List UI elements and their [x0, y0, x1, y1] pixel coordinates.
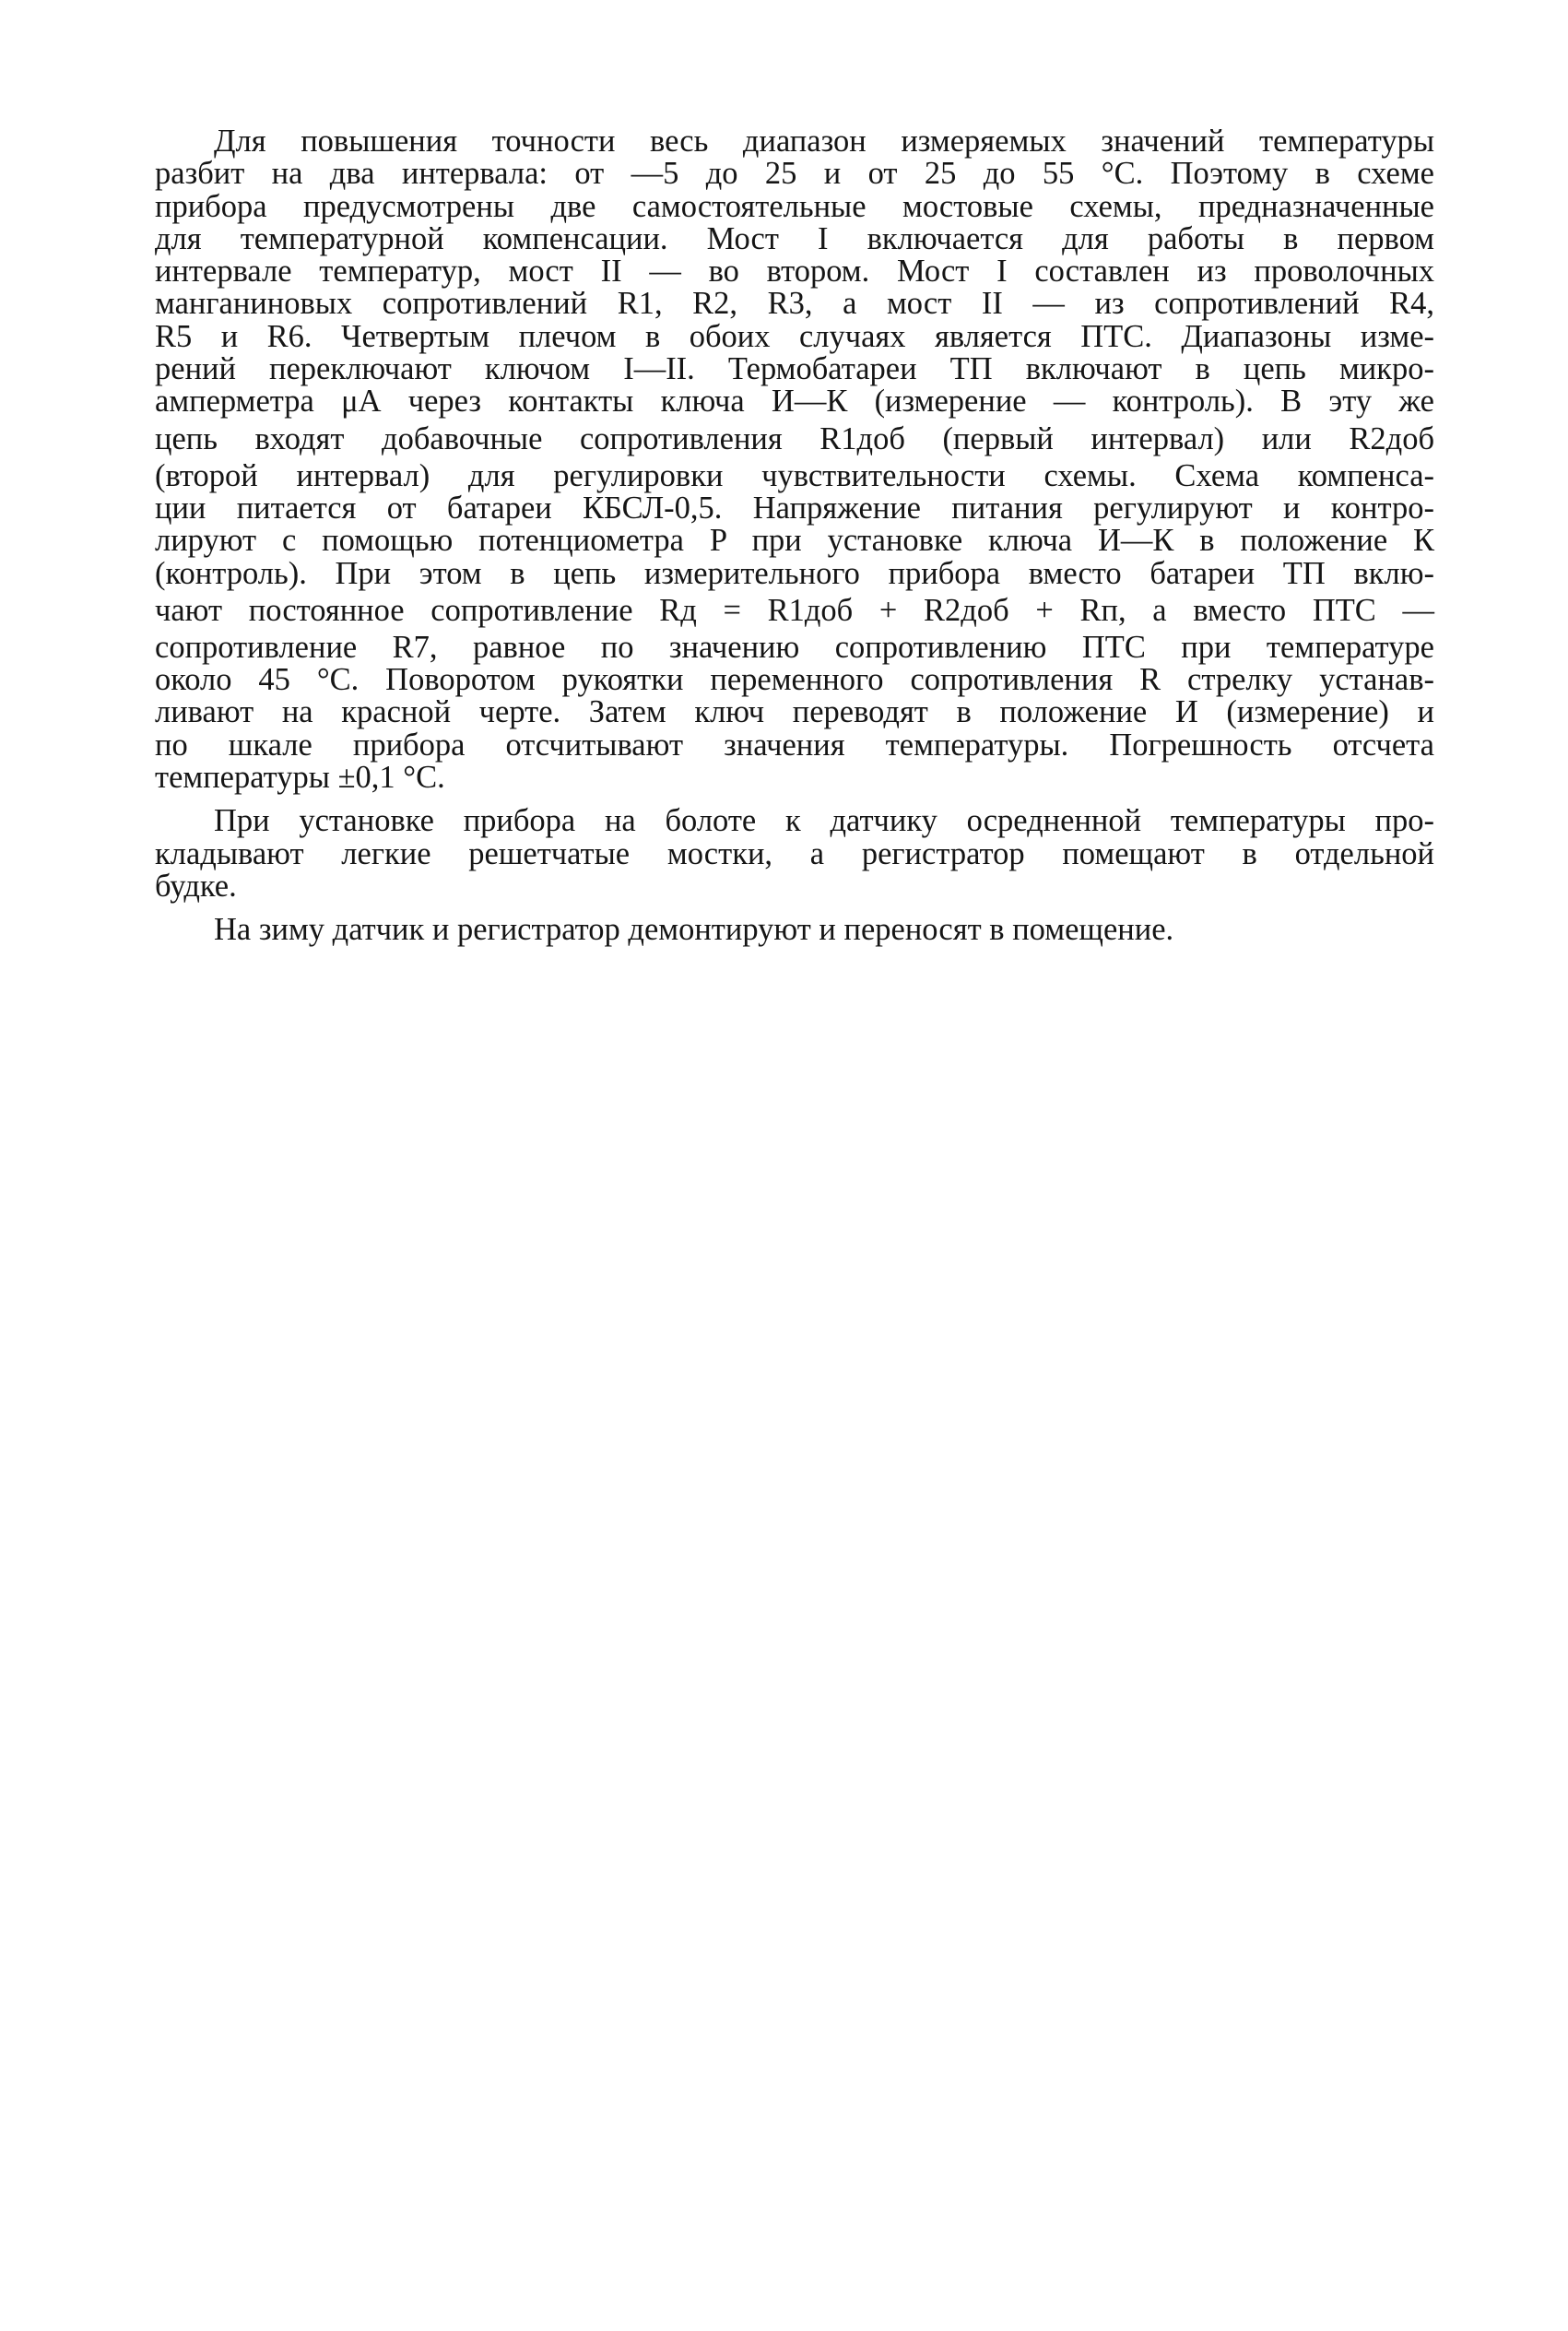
text-line: R5 и R6. Четвертым плечом в обоих случаях является ПТС. Диапазоны изме-: [155, 318, 1434, 354]
text-line: интервале температур, мост II — во втором. Мост I составлен из проволочных: [155, 254, 1434, 290]
text-line: рений переключают ключом I—II. Термобатареи ТП включают в цепь микро-: [155, 351, 1434, 387]
text-line: ливают на красной черте. Затем ключ переводят в положение И (измерение) и: [155, 694, 1434, 730]
text-line: манганиновых сопротивлений R1, R2, R3, а мост II — из сопротивлений R4,: [155, 286, 1434, 322]
text-line: сопротивление R7, равное по значению сопротивлению ПТС при температуре: [155, 629, 1434, 665]
body-text: [155, 125, 1434, 947]
text-line: ции питается от батареи КБСЛ-0,5. Напряжение питания регулируют и контро-: [155, 490, 1434, 526]
text-line: прибора предусмотрены две самостоятельные мостовые схемы, предназначенные: [155, 188, 1434, 224]
text-line: около 45 °С. Поворотом рукоятки переменного сопротивления R стрелку устанав-: [155, 662, 1434, 698]
text-line: лируют с помощью потенциометра P при установке ключа И—К в положение К: [155, 523, 1434, 559]
text-line: (второй интервал) для регулировки чувствительности схемы. Схема компенса-: [155, 457, 1434, 493]
text-line: чают постоянное сопротивление Rд = R1доб + R2доб + Rп, а вместо ПТС —: [155, 592, 1434, 628]
text-line: будке.: [155, 868, 237, 904]
text-line: амперметра μА через контакты ключа И—К (измерение — контроль). В эту же: [155, 384, 1434, 420]
text-line: разбит на два интервала: от —5 до 25 и от 25 до 55 °С. Поэтому в схеме: [155, 156, 1434, 192]
text-line: для температурной компенсации. Мост I включается для работы в первом: [155, 220, 1434, 256]
text-line: (контроль). При этом в цепь измерительного прибора вместо батареи ТП вклю-: [155, 555, 1434, 591]
text-line: кладывают легкие решетчатые мостки, а регистратор помещают в отдельной: [155, 835, 1434, 871]
text-line: цепь входят добавочные сопротивления R1доб (первый интервал) или R2доб: [155, 420, 1434, 456]
text-line: по шкале прибора отсчитывают значения температуры. Погрешность отсчета: [155, 727, 1434, 763]
text-line: температуры ±0,1 °С.: [155, 760, 445, 796]
text-line: На зиму датчик и регистратор демонтируют и переносят в помещение.: [214, 912, 1174, 948]
text-line: При установке прибора на болоте к датчику осредненной температуры про-: [214, 803, 1434, 839]
text-line: Для повышения точности весь диапазон измеряемых значений температуры: [214, 124, 1434, 159]
